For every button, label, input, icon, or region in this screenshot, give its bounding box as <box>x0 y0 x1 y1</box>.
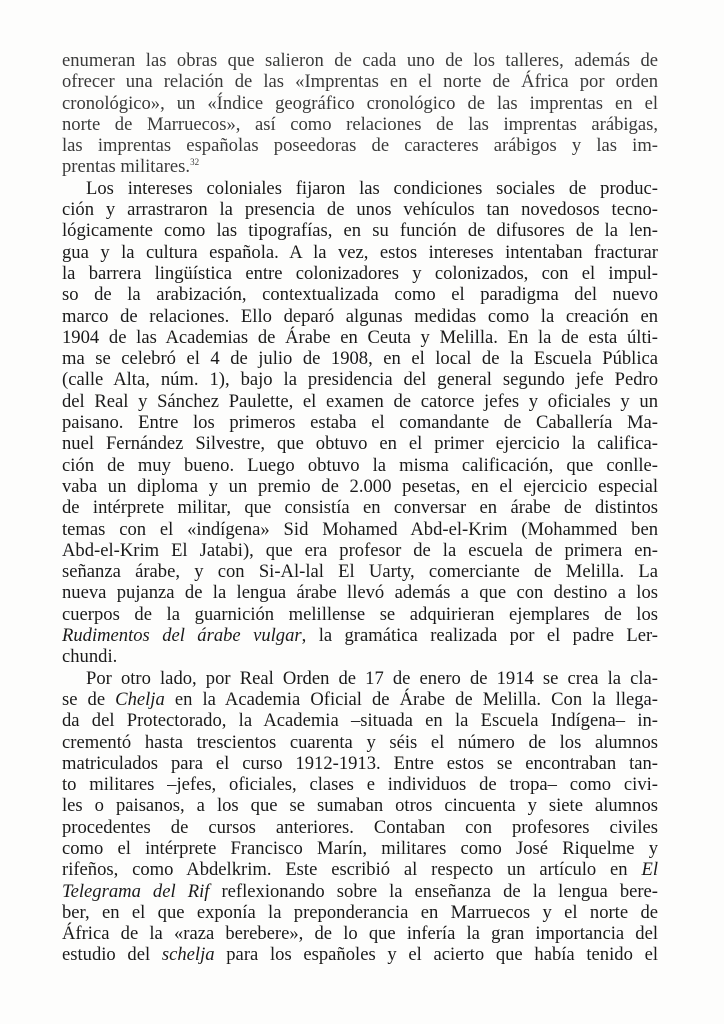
text-line: vaba un diploma y un premio de 2.000 pesetas, en el ejercicio especial <box>62 475 658 497</box>
text-line: Por otro lado, por Real Orden de 17 de enero de 1914 se crea la cla- <box>86 667 658 689</box>
text-line: cronológico», un «Índice geográfico cronológico de las imprentas en el <box>62 92 658 114</box>
text-line: como el intérprete Francisco Marín, militares como José Riquelme y <box>62 837 658 859</box>
paragraph-academias <box>62 178 658 668</box>
text-line-telegrama: Telegrama del Rif reflexionando sobre la enseñanza de la lengua bere- <box>62 880 658 902</box>
text-line: ber, en el que exponía la preponderancia en Marruecos y el norte de <box>62 901 658 923</box>
text-line: África de la «raza berebere», de lo que infería la gran importancia del <box>62 923 658 945</box>
body-text <box>62 50 658 966</box>
text-line: crementó hasta trescientos cuarenta y séis el número de los alumnos <box>62 731 658 753</box>
text-line: ofrecer una relación de las «Imprentas en el norte de África por orden <box>62 71 658 93</box>
text-line: la barrera lingüística entre colonizadores y colonizados, con el impul- <box>62 262 658 284</box>
italic-phrase: Rudimentos del árabe vulgar <box>62 625 302 647</box>
text-line: Los intereses coloniales fijaron las condiciones sociales de produc- <box>86 177 658 199</box>
text-line: to militares –jefes, oficiales, clases e individuos de tropa– como civi- <box>62 774 658 796</box>
text-line: matriculados para el curso 1912-1913. Entre estos se encontraban tan- <box>62 752 658 774</box>
text-line: nuel Fernández Silvestre, que obtuvo en el primer ejercicio la califica- <box>62 433 658 455</box>
text-line: so de la arabización, contextualizada como el paradigma del nuevo <box>62 284 658 306</box>
text-line: procedentes de cursos anteriores. Contaban con profesores civiles <box>62 816 658 838</box>
text-line: del Real y Sánchez Paulette, el examen de catorce jefes y oficiales y un <box>62 390 658 412</box>
paragraph-chelja <box>62 668 658 966</box>
italic-phrase: El <box>641 859 658 881</box>
italic-phrase: Telegrama del Rif <box>62 880 210 902</box>
text-line <box>62 156 658 177</box>
text-line: 1904 de las Academias de Árabe en Ceuta y Melilla. En la de esta últi- <box>62 326 658 348</box>
text-line-rudimentos: Rudimentos del árabe vulgar, la gramática realizada por el padre Ler- <box>62 625 658 647</box>
text-line: da del Protectorado, la Academia –situada en la Escuela Indígena– in- <box>62 710 658 732</box>
text-line: ción de muy bueno. Luego obtuvo la misma calificación, que conlle- <box>62 454 658 476</box>
text-line: (calle Alta, núm. 1), bajo la presidencia del general segundo jefe Pedro <box>62 369 658 391</box>
text-line: marco de relaciones. Ello deparó algunas medidas como la creación en <box>62 305 658 327</box>
text-line: de intérprete militar, que consistía en conversar en árabe de distintos <box>62 497 658 519</box>
text-line: paisano. Entre los primeros estaba el comandante de Caballería Ma- <box>62 412 658 434</box>
text-line: norte de Marruecos», así como relaciones de las imprentas arábigas, <box>62 113 658 135</box>
text-line-schelja: estudio del schelja para los españoles y el acierto que había tenido el <box>62 944 659 966</box>
text-line: Abd-el-Krim El Jatabi), que era profesor de la escuela de primera en- <box>62 539 658 561</box>
italic-phrase: Chelja <box>115 688 165 710</box>
italic-phrase: schelja <box>161 944 215 966</box>
text-line-el: rifeños, como Abdelkrim. Este escribió al respecto un artículo en El <box>62 859 658 881</box>
text-line: chundi. <box>62 646 118 668</box>
text-line-chelja: se de Chelja en la Academia Oficial de Árabe de Melilla. Con la llega- <box>62 688 658 710</box>
text-line: ción y arrastraron la presencia de unos vehículos tan novedosos tecno- <box>62 199 658 221</box>
text-line: nueva pujanza de la lengua árabe llevó además a que con destino a los <box>62 582 658 604</box>
paragraph-continuation <box>62 50 658 178</box>
footnote-reference: 32 <box>190 157 200 168</box>
text-line: lógicamente como las tipografías, en su función de difusores de la len- <box>62 220 658 242</box>
text-line: enumeran las obras que salieron de cada uno de los talleres, además de <box>62 50 658 71</box>
text-line: ma se celebró el 4 de julio de 1908, en el local de la Escuela Pública <box>62 348 658 370</box>
text-line: señanza árabe, y con Si-Al-lal El Uarty, comerciante de Melilla. La <box>62 561 658 583</box>
text-fragment: prentas militares. <box>62 156 191 178</box>
text-line: cuerpos de la guarnición melillense se adquirieran ejemplares de los <box>62 603 658 625</box>
text-line: temas con el «indígena» Sid Mohamed Abd-el-Krim (Mohammed ben <box>62 518 658 540</box>
text-line: las imprentas españolas poseedoras de caracteres arábigos y las im- <box>62 135 658 157</box>
text-line: les o paisanos, a los que se sumaban otros cincuenta y siete alumnos <box>62 795 658 817</box>
text-line: gua y la cultura española. A la vez, estos intereses intentaban fracturar <box>62 241 658 263</box>
